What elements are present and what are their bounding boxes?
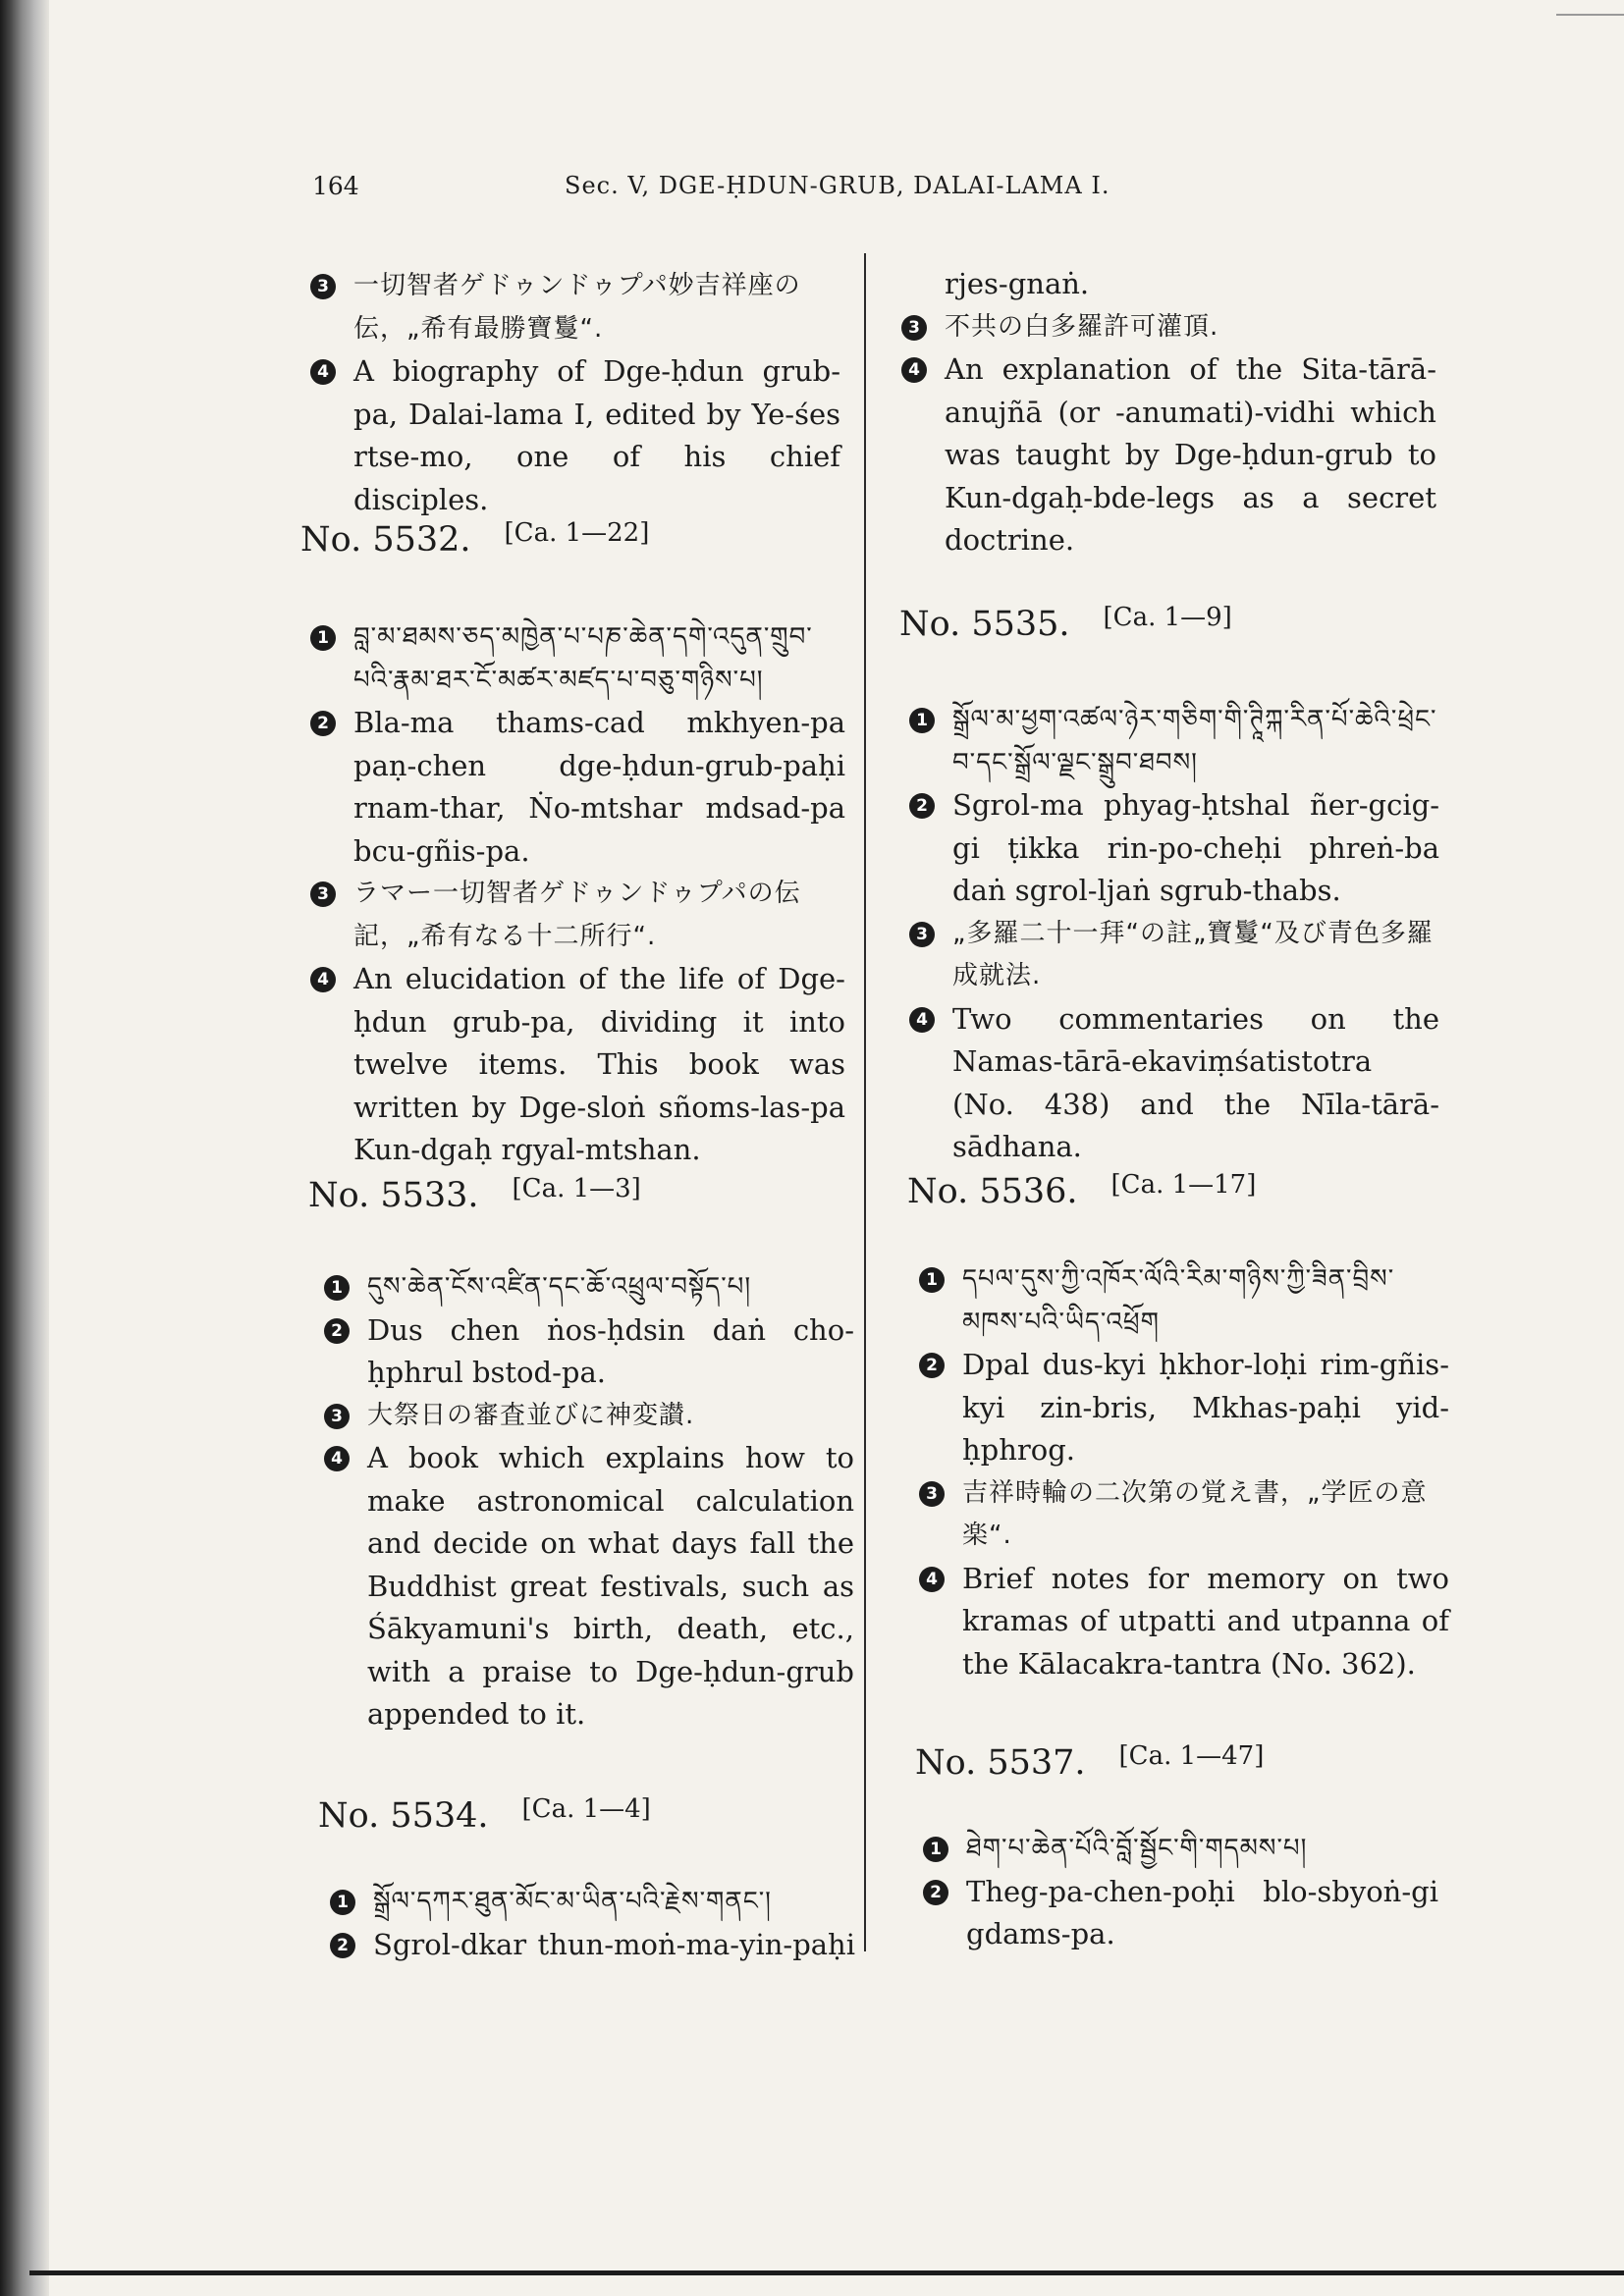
page-number: 164 [312, 172, 359, 200]
column-divider [864, 253, 866, 1951]
catalog-ref: [Ca. 1—47] [1118, 1741, 1265, 1771]
circled-number-4-icon: 4 [324, 1446, 350, 1471]
book-spine-shadow [0, 0, 49, 2296]
list-item [919, 1472, 1449, 1558]
circled-number-1-icon: 1 [909, 708, 935, 733]
circled-number-3-icon: 3 [310, 881, 336, 907]
circled-number-3-icon: 3 [909, 922, 935, 947]
running-head: Sec. V, DGE-ḤDUN-GRUB, DALAI-LAMA I. [565, 172, 1110, 199]
list-item [310, 958, 845, 1172]
transliteration-continued: rjes-gnaṅ. [945, 267, 1090, 300]
entry-5533 [324, 1266, 854, 1736]
circled-number-2-icon: 2 [330, 1933, 355, 1958]
catalog-ref: [Ca. 1—3] [512, 1174, 641, 1203]
circled-number-1-icon: 1 [310, 625, 336, 651]
list-item [909, 998, 1439, 1169]
entry-number: No. 5537. [915, 1743, 1086, 1783]
circled-number-1-icon: 1 [330, 1890, 355, 1915]
circled-number-3-icon: 3 [919, 1481, 945, 1507]
circled-number-3-icon: 3 [310, 274, 336, 299]
entry-heading-5532 [300, 520, 649, 560]
english-description: Brief notes for memory on two kramas of utpatti and utpanna of the Kālacakra-tantra (No. 362). [962, 1561, 1449, 1681]
list-item [909, 913, 1439, 998]
circled-number-1-icon: 1 [923, 1837, 948, 1862]
entry-heading-5535 [899, 605, 1232, 644]
circled-number-4-icon: 4 [901, 357, 927, 383]
list-item [919, 1344, 1449, 1472]
english-description: An explanation of the Sita-tārā-anujñā (or -anumati)-vidhi which was taught by Dge-ḥdun-grub to Kun-dgaḥ-bde-legs as a secret doctrine. [945, 352, 1436, 557]
list-item [310, 616, 845, 702]
list-item [310, 350, 840, 521]
entry-number: No. 5536. [907, 1172, 1078, 1211]
tibetan-title: དུས་ཆེན་ངོས་འཛིན་དང་ཆོ་འཕྲུལ་བསྟོད་པ། [367, 1272, 752, 1302]
entry-5535 [909, 699, 1439, 1169]
transliteration: Dpal dus-kyi ḥkhor-loḥi rim-gñis-kyi zin-bris, Mkhas-paḥi yid-ḥphrog. [962, 1348, 1449, 1467]
japanese-title: 大祭日の審査並びに神変讃. [367, 1400, 695, 1430]
list-item [909, 784, 1439, 913]
list-item [919, 1258, 1449, 1344]
entry-heading-5534 [318, 1796, 651, 1836]
list-item [923, 1828, 1438, 1871]
transliteration: Sgrol-dkar thun-moṅ-ma-yin-paḥi [373, 1927, 855, 1961]
entry-number: No. 5532. [300, 520, 471, 560]
edge-mark [1556, 14, 1624, 16]
list-item [324, 1437, 854, 1736]
english-description: A biography of Dge-ḥdun grub-pa, Dalai-lama I, edited by Ye-śes rtse-mo, one of his chief disciples. [353, 354, 840, 516]
entry-heading-5533 [308, 1176, 641, 1215]
circled-number-4-icon: 4 [310, 359, 336, 385]
japanese-title: 吉祥時輪の二次第の覚え書，„学匠の意楽“. [962, 1477, 1428, 1550]
transliteration: Dus chen ṅos-ḥdsin daṅ cho-ḥphrul bstod-pa. [367, 1312, 854, 1389]
circled-number-2-icon: 2 [919, 1353, 945, 1378]
transliteration: Theg-pa-chen-poḥi blo-sbyoṅ-gi gdams-pa. [966, 1874, 1438, 1950]
entry-number: No. 5534. [318, 1796, 489, 1836]
japanese-title: ラマー一切智者ゲドゥンドゥプパの伝記，„希有なる十二所行“. [353, 879, 801, 951]
list-item [901, 306, 1436, 349]
intro-block [310, 265, 840, 521]
tibetan-title: དཔལ་དུས་ཀྱི་འཁོར་ལོའི་རིམ་གཉིས་ཀྱི་ཟིན་བྲིས་མཁས་པའི་ཡིད་འཕྲོག [962, 1264, 1395, 1337]
entry-5536 [919, 1258, 1449, 1685]
entry-heading-5536 [907, 1172, 1256, 1211]
list-item [919, 1558, 1449, 1686]
list-item [310, 265, 840, 350]
tibetan-title: ཐེག་པ་ཆེན་པོའི་བློ་སྦྱོང་གི་གདམས་པ། [966, 1834, 1308, 1863]
entry-5534-continued [901, 263, 1436, 562]
catalog-ref: [Ca. 1—22] [504, 518, 650, 548]
tibetan-title: བླ་མ་ཐམས་ཅད་མཁྱེན་པ་པཎ་ཆེན་དགེ་འདུན་གྲུབ་པའི་རྣམ་ཐར་ངོ་མཚར་མཛད་པ་བཅུ་གཉིས་པ། [353, 622, 813, 695]
circled-number-3-icon: 3 [901, 315, 927, 341]
list-item [330, 1924, 855, 1967]
entry-number: No. 5533. [308, 1176, 479, 1215]
tibetan-title: སྒྲོལ་དཀར་ཐུན་མོང་མ་ཡིན་པའི་རྗེས་གནང་། [373, 1887, 772, 1916]
list-item [901, 348, 1436, 562]
japanese-title: 一切智者ゲドゥンドゥプパ妙吉祥座の伝，„希有最勝寶鬘“. [353, 271, 801, 344]
japanese-title: 不共の白多羅許可灌頂. [945, 311, 1219, 342]
japanese-title: „多羅二十一拜“の註„寶鬘“及び青色多羅成就法. [952, 918, 1434, 990]
tibetan-title: སྒྲོལ་མ་ཕྱག་འཚལ་ཉེར་གཅིག་གི་ཊཱིཀྐ་རིན་པོ་ཆེའི་ཕྲེང་བ་དང་སྒྲོལ་ལྗང་སྒྲུབ་ཐབས། [952, 705, 1437, 777]
english-description: An elucidation of the life of Dge-ḥdun grub-pa, dividing it into twelve items. This book was written by Dge-sloṅ sñoms-las-pa Kun-dgaḥ rgyal-mtshan. [353, 962, 845, 1166]
entry-5534 [330, 1881, 855, 1966]
list-item [923, 1871, 1438, 1956]
list-item [324, 1395, 854, 1438]
circled-number-4-icon: 4 [919, 1567, 945, 1592]
list-item [310, 873, 845, 958]
circled-number-2-icon: 2 [324, 1318, 350, 1344]
transliteration: Sgrol-ma phyag-ḥtshal ñer-gcig-gi ṭikka rin-po-cheḥi phreṅ-ba daṅ sgrol-ljaṅ sgrub-thabs. [952, 788, 1439, 907]
circled-number-2-icon: 2 [310, 711, 336, 736]
list-item [324, 1309, 854, 1395]
circled-number-3-icon: 3 [324, 1404, 350, 1429]
catalog-ref: [Ca. 1—4] [521, 1794, 651, 1824]
entry-heading-5537 [915, 1743, 1264, 1783]
list-item [324, 1266, 854, 1309]
entry-5537 [923, 1828, 1438, 1956]
entry-number: No. 5535. [899, 605, 1070, 644]
circled-number-1-icon: 1 [919, 1267, 945, 1293]
list-item [310, 702, 845, 873]
circled-number-2-icon: 2 [923, 1880, 948, 1905]
transliteration: Bla-ma thams-cad mkhyen-pa paṇ-chen dge-ḥdun-grub-paḥi rnam-thar, Ṅo-mtshar mdsad-pa bcu-gñis-pa. [353, 706, 845, 868]
english-description: Two commentaries on the Namas-tārā-ekaviṃśatistotra (No. 438) and the Nīla-tārā-sādhana. [952, 1001, 1439, 1163]
circled-number-4-icon: 4 [310, 967, 336, 992]
catalog-ref: [Ca. 1—17] [1110, 1170, 1257, 1200]
catalog-ref: [Ca. 1—9] [1103, 603, 1232, 632]
bottom-rule [29, 2270, 1624, 2275]
circled-number-2-icon: 2 [909, 793, 935, 819]
entry-5532 [310, 616, 845, 1172]
list-item [909, 699, 1439, 784]
english-description: A book which explains how to make astronomical calculation and decide on what days fall the Buddhist great festivals, such as Śākyamuni's birth, death, etc., with a praise to Dge-ḥdun-grub appended to it. [367, 1441, 854, 1731]
list-item [330, 1881, 855, 1924]
circled-number-1-icon: 1 [324, 1275, 350, 1301]
circled-number-4-icon: 4 [909, 1007, 935, 1033]
